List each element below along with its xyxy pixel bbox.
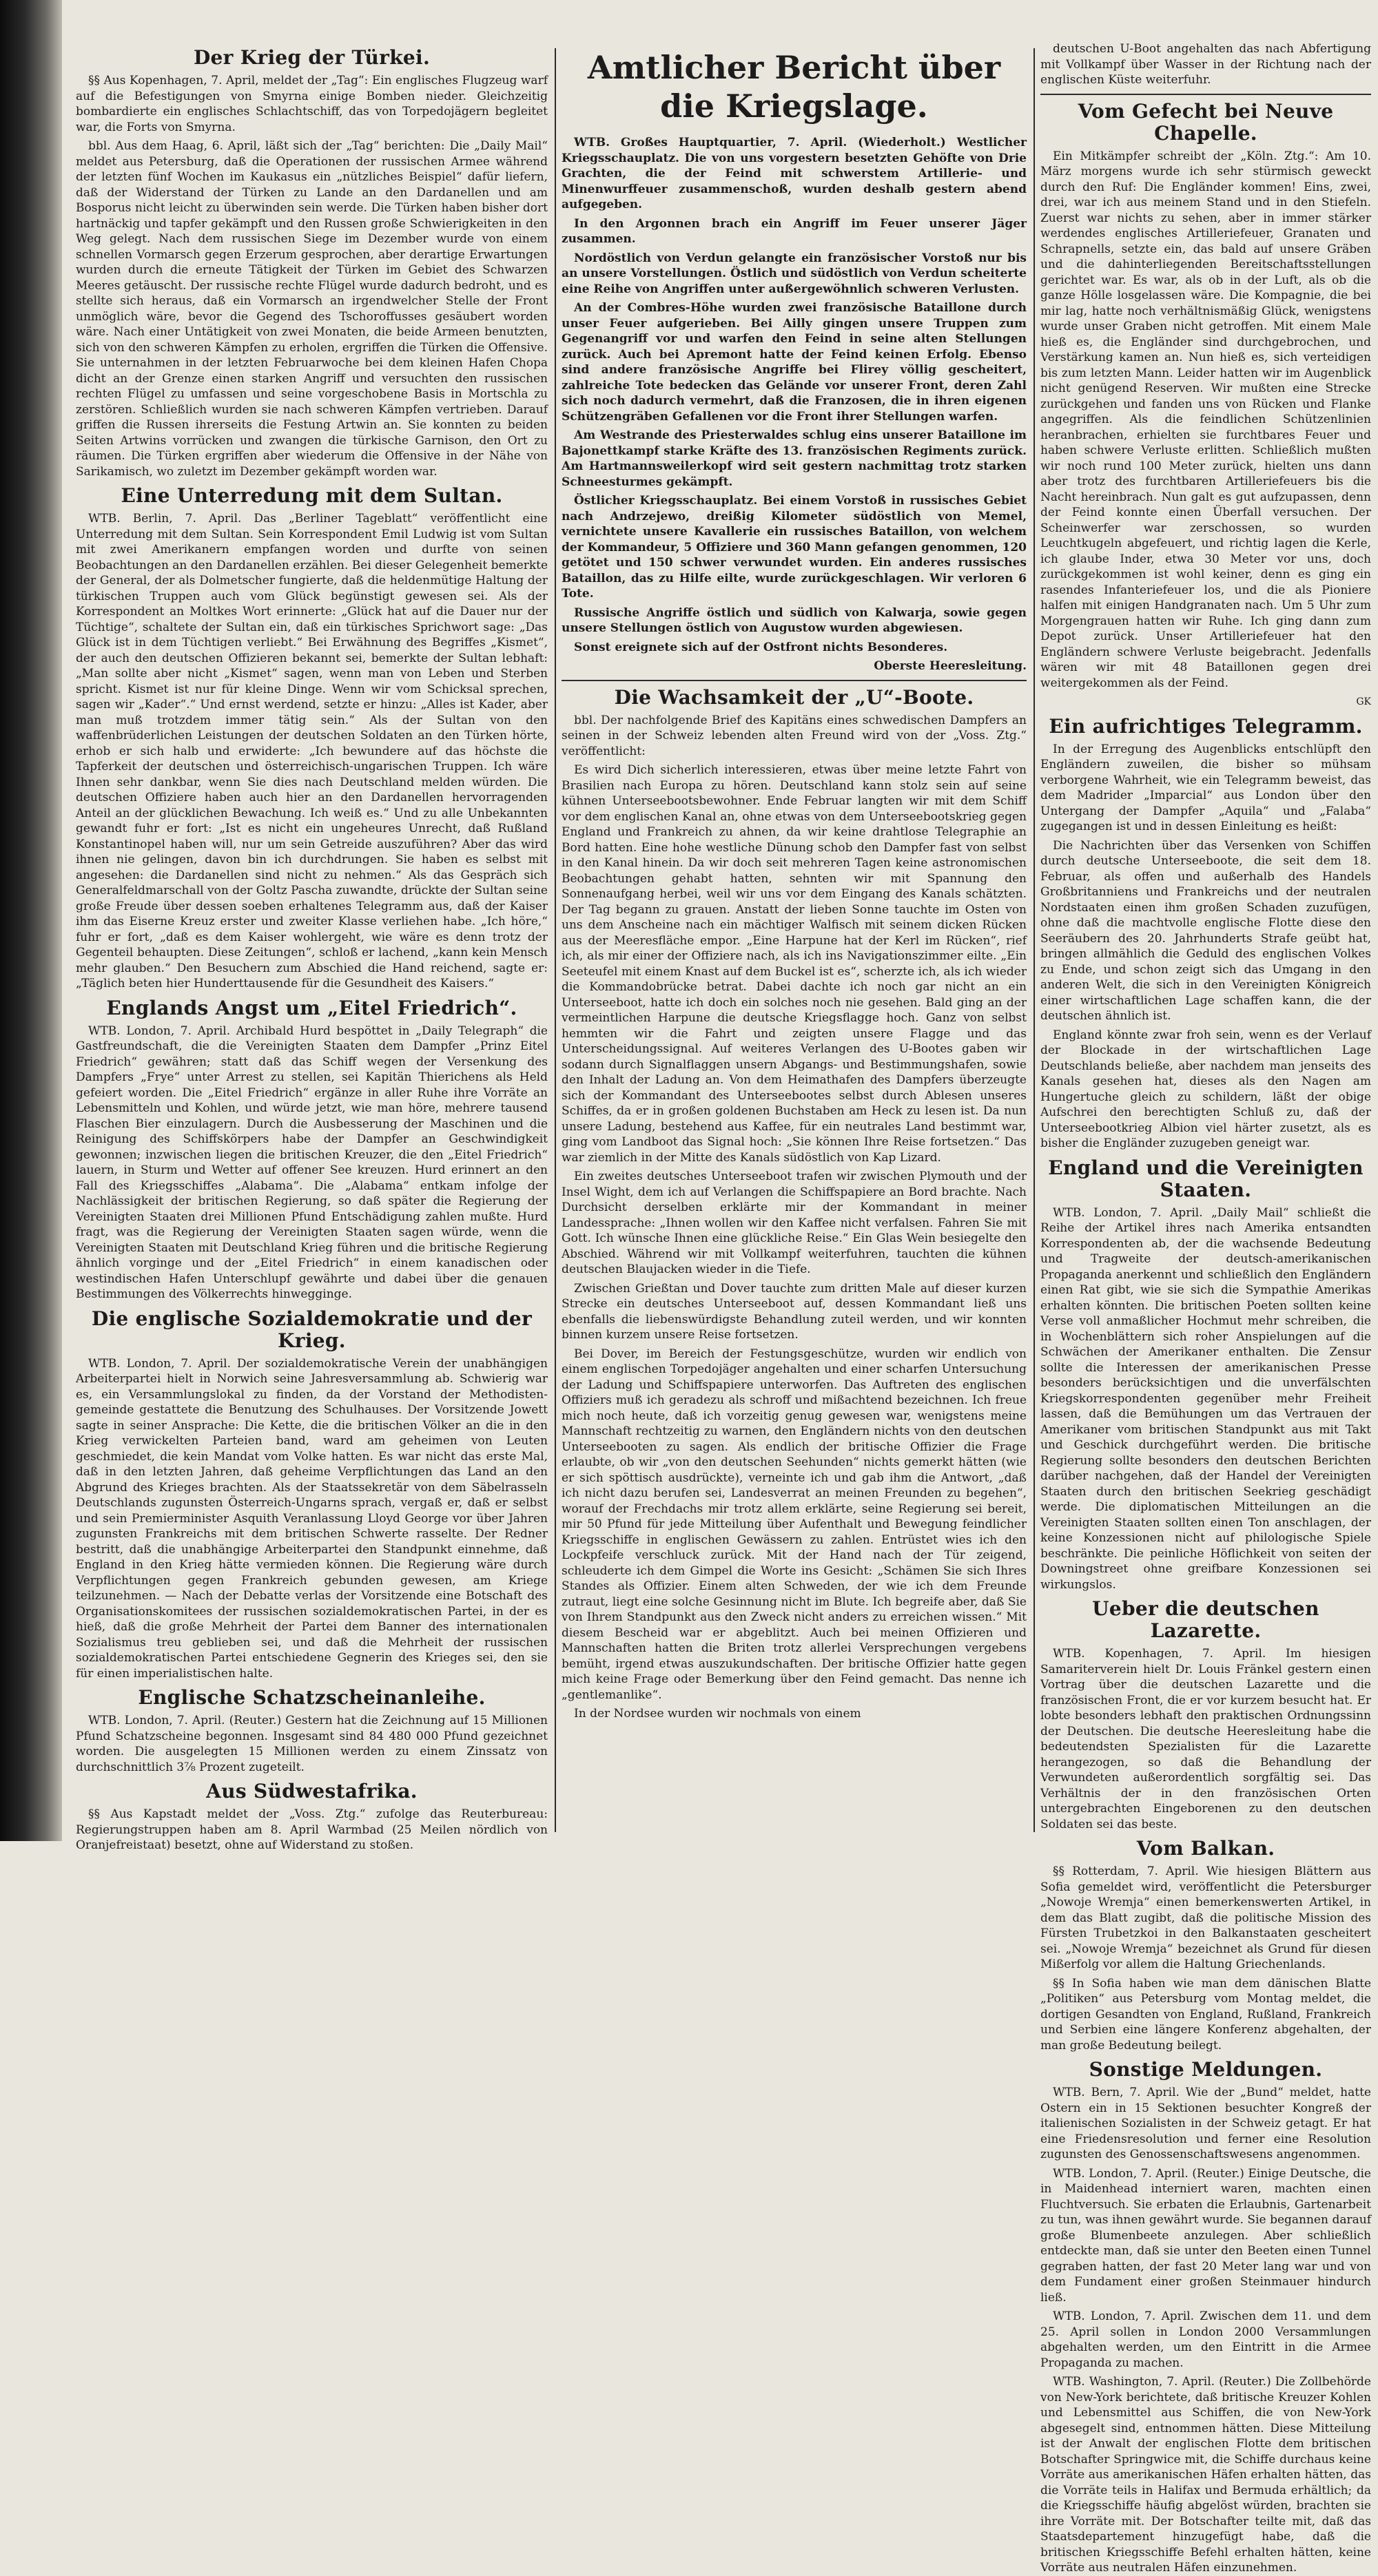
article-paragraph: Die Nachrichten über das Versenken von Schiffen durch deutsche Unterseeboote, die seit dem 18. Februar, als offen und außerhalb des Handels Großbritanniens und Frankreichs und der neutralen Nordstaaten einen ihm großen Schaden zuzufügen, ohne daß die machtvolle englische Flotte diese den Seeräubern des 20. Jahrhunderts Strafe geübt hat, bringen allmählich die Geduld des englischen Volkes zu Ende, und schon zeigt sich das Umgang in den anderen Welt, die sich in den Vereinigten Königreich einer wirtschaftlichen Lage schaffen kann, die der deutschen ähnlich ist. [1040,838,1371,1023]
article-paragraph: WTB. London, 7. April. Der sozialdemokratische Verein der unabhängigen Arbeiterpartei hielt in Norwich seine Jahresversammlung ab. Schwierig war es, ein Versammlungslokal zu finden, da der Vorstand der Methodisten-gemeinde gestattete die Benutzung des Schulhauses. Der Vorsitzende Jowett sagte in seiner Ansprache: Die Kette, die die britischen Völker an die in den Krieg verwickelten Parteien band, ward am geheimen von Leuten geschmiedet, die kein Mandat vom Volke hatten. Es war nicht das erste Mal, daß in den letzten Jahren, daß geheime Verpflichtungen das Land an den Abgrund des Krieges brachten. Als der Staatssekretär von dem Säbelrasseln Deutschlands zugunsten Österreich-Ungarns sprach, vergaß er, daß er selbst und sein Premierminister Asquith Veranlassung Lloyd George vor über Jahren zugunsten Frankreichs mit dem britischen Schwerte rasselte. Der Redner bestritt, daß die unabhängige Arbeiterpartei den Standpunkt einnehme, daß England in den Krieg hätte vermieden können. Die Regierung wäre durch Verpflichtungen gegen Frankreich gebunden gewesen, am Kriege teilzunehmen. — Nach der Debatte verlas der Vorsitzende eine Botschaft des Organisationskomitees der russischen sozialdemokratischen Partei, in der es hieß, daß die große Mehrheit der Partei dem Banner des internationalen Sozialismus treu geblieben sei, und daß die Mehrheit der russischen sozialdemokratischen Partei entschiedene Gegnerin des Krieges sei, den sie für einen imperialistischen halte. [76,1356,548,1681]
article-paragraph: WTB. London, 7. April. Archibald Hurd bespöttet in „Daily Telegraph“ die Gastfreundschaft, die die Vereinigten Staaten dem Dampfer „Prinz Eitel Friedrich“ gewähren; statt daß das Schiff wegen der Versenkung des Dampfers „Frye“ unter Arrest zu stellen, sei Kapitän Thierichens als Held gefeiert worden. Die „Eitel Friedrich“ ergänze in aller Ruhe ihre Vorräte an Lebensmitteln und Kohlen, und würde jetzt, wie man höre, mehrere tausend Flaschen Bier einzulagern. Durch die Ausbesserung der Maschinen und die Reinigung des Schiffskörpers habe der Dampfer an Geschwindigkeit gewonnen; inzwischen liegen die britischen Kreuzer, die den „Eitel Friedrich“ lauern, in Sturm und Wetter auf offener See kreuzen. Hurd erinnert an den Fall des Kriegsschiffes „Alabama“. Die „Alabama“ entkam infolge der Nachlässigkeit der britischen Regierung, so daß später die Regierung der Vereinigten Staaten drei Millionen Pfund Entschädigung zahlen mußte. Hurd fragt, was die Regierung der Vereinigten Staaten sagen würde, wenn die Vereinigten Staaten mit Deutschland Krieg führen und die britische Regierung ähnlich vorginge und der „Eitel Friedrich“ in einem kanadischen oder westindischen Hafen Unterschlupf gewährte und dabei über die genauen Bestimmungen des Völkerrechts hinwegginge. [76,1024,548,1301]
article-paragraph: WTB. Berlin, 7. April. Das „Berliner Tageblatt“ veröffentlicht eine Unterredung mit dem Sultan. Sein Korrespondent Emil Ludwig ist vom Sultan mit zwei Amerikanern empfangen worden und durfte von seinen Beobachtungen an den Dardanellen erzählen. Bei dieser Gelegenheit bemerkte der General, der als Dolmetscher fungierte, daß die heldenmütige Haltung der türkischen Truppen auch vom Glück begünstigt gewesen sei. Als der Korrespondent an Moltkes Wort erinnerte: „Glück hat auf die Dauer nur der Tüchtige“, schaltete der Sultan ein, daß ein türkisches Sprichwort sage: „Das Glück ist in dem Tüchtigen verliebt.“ Bei Erwähnung des Begriffes „Kismet“, der auch den deutschen Offizieren bekannt sei, bemerkte der Sultan lebhaft: „Man sollte aber nicht „Kismet“ sagen, wenn man von Leben und Sterben spricht. Kismet ist nur für kleine Dinge. Wenn wir vom Schicksal sprechen, sagen wir „Kader“.“ Und ernst werdend, setzte er hinzu: „Alles ist Kader, aber man muß trotzdem immer tätig sein.“ Als der Sultan von den waffenbrüderlichen Leistungen der deutschen Soldaten an den Türken hörte, erhob er sich halb und erwiderte: „Ich bewundere auf das höchste die Tapferkeit der deutschen und österreichisch-ungarischen Truppen. Ich wäre Ihnen sehr dankbar, wenn Sie dies nach Deutschland melden würden. Die deutschen Offiziere haben auch hier an den Dardanellen hervorragenden Anteil an der glücklichen Bewachung. Ich weiß es.“ Und zu alle Unbekannten gewandt fuhr er fort: „Ist es nicht ein ungeheures Unrecht, daß Rußland Konstantinopel haben will, nur um sein Getreide auszuführen? Aber das wird ihnen nie gelingen, davon bin ich durchdrungen. Sie haben es selbst mit angesehen: die Dardanellen sind nicht zu nehmen.“ Als das Gespräch sich Generalfeldmarschall von der Goltz Pascha zuwandte, drückte der Sultan seine große Freude über dessen soeben erhaltenes Telegramm aus, daß der Kaiser ihm das Eiserne Kreuz erster und zweiter Klasse verliehen habe. „Ich höre,“ fuhr er fort, „daß es dem Kaiser wohlergeht, wie wäre es denn trotz der Gegenteil behaupten. Diese Zeitungen“, schloß er lachend, „kann kein Mensch mehr glauben.“ Den Besuchern zum Abschied die Hand reichend, sagte er: „Täglich beten hier Hunderttausende für die Gesundheit des Kaisers.“ [76,512,548,990]
report-signature: Oberste Heeresleitung. [874,659,1027,673]
headline-vom-balkan: Vom Balkan. [1136,1837,1275,1860]
article-paragraph: §§ In Sofia haben wie man dem dänischen Blatte „Politiken“ aus Petersburg vom Montag meldet, die dortigen Gesandten von England, Rußland, Frankreich und Serbien eine längere Konferenz abgehalten, der man große Bedeutung beilegt. [1040,1976,1371,2053]
report-paragraph: WTB. Großes Hauptquartier, 7. April. (Wiederholt.) Westlicher Kriegsschauplatz. Die von uns vorgestern besetzten Gehöfte von Drie Grachten, die der Feind mit schwerstem Artillerie- und Minenwurffeuer zusammenschoß, wurden deshalb gestern abend aufgegeben. [562,136,1027,211]
headline-england-vereinigte-staaten: England und die Vereinigten Staaten. [1048,1156,1364,1201]
article-paragraph: WTB. London, 7. April. (Reuter.) Gestern hat die Zeichnung auf 15 Millionen Pfund Schatzscheine begonnen. Insgesamt sind 84 480 000 Pfund gezeichnet worden. Die ausgelegten 15 Millionen werden zu einem Zinssatz von durchschnittlich 3⅞ Prozent zugeteilt. [76,1714,548,1774]
article-paragraph: In der Erregung des Augenblicks entschlüpft den Engländern zuweilen, die bisher so mühsam verborgene Wahrheit, wie ein Telegramm beweist, das dem Madrider „Imparcial“ aus London über den Untergang der Dampfer „Aquila“ und „Falaba“ zugegangen ist und in dessen Einleitung es heißt: [1040,742,1371,833]
article-paragraph: WTB. London, 7. April. Zwischen dem 11. und dem 25. April sollen in London 2000 Versammlungen abgehalten werden, um den Eintritt in die Armee Propaganda zu machen. [1040,2309,1371,2370]
headline-schatzscheinanleihe: Englische Schatzscheinanleihe. [138,1686,486,1709]
section-divider [562,680,1027,681]
report-paragraph: Östlicher Kriegsschauplatz. Bei einem Vorstoß in russisches Gebiet nach Andrzejewo, dreißig Kilometer südöstlich von Memel, vernichtete unsere Kavallerie ein russisches Bataillon, von welchem der Kommandeur, 5 Offiziere und 360 Mann gefangen genommen, 120 getötet und 150 schwer verwundet wurden. Ein anderes russisches Bataillon, das zu Hilfe eilte, wurde zurückgeschlagen. Wir verloren 6 Tote. [562,494,1027,601]
column-middle [562,41,1027,1832]
report-paragraph: Sonst ereignete sich auf der Ostfront nichts Besonderes. [574,640,948,654]
article-paragraph: Zwischen Grießtan und Dover tauchte zum dritten Male auf dieser kurzen Strecke ein deutsches Unterseeboot auf, dessen Kommandant ließ uns ebenfalls die liebenswürdigste Behandlung zuteil werden, und wir konnten binnen kurzem unsere Reise fortsetzen. [562,1281,1027,1342]
article-paragraph: Ein zweites deutsches Unterseeboot trafen wir zwischen Plymouth und der Insel Wight, dem ich auf Verlangen die Schiffspapiere an Bord brachte. Nach Durchsicht derselben erklärte mir der Kommandant in meiner Landessprache: „Ihnen wollen wir den Kaffee nicht verfalsen. Fahren Sie mit Gott. Ich wünsche Ihnen eine glückliche Reise.“ Ein Glas Wein besiegelte den Abschied. Während wir mit Vollkampf weiterfuhren, tauchten die kühnen deutschen Blaujacken wieder in die Tiefe. [562,1170,1027,1276]
report-paragraph: An der Combres-Höhe wurden zwei französische Bataillone durch unser Feuer aufgerieben. Bei Ailly gingen unsere Truppen zum Gegenangriff vor und warfen den Feind in seine alten Stellungen zurück. Auch bei Apremont hatte der Feind keinen Erfolg. Ebenso sind andere französische Angriffe bei Flirey völlig gescheitert, zahlreiche Tote bedecken das Gelände vor unserer Front, deren Zahl sich noch dadurch vermehrt, daß die Franzosen, die in ihren eigenen Schützengräben Gefallenen vor die Front ihrer Stellungen warfen. [562,301,1027,424]
headline-sonstige-meldungen: Sonstige Meldungen. [1089,2058,1323,2081]
headline-amtlicher-bericht: Amtlicher Bericht über die Kriegslage. [587,49,1001,125]
article-paragraph: §§ Rotterdam, 7. April. Wie hiesigen Blättern aus Sofia gemeldet wird, veröffentlicht die Petersburger „Nowoje Wremja“ einen bemerkenswerten Artikel, in dem das Blatt zugibt, daß die politische Mission des Fürsten Trubetzkoi in den Balkanstaaten gescheitert sei. „Nowoje Wremja“ bezeichnet als Grund für diesen Mißerfolg vor allem die Haltung Griechenlands. [1040,1865,1371,1971]
headline-unterredung-sultan: Eine Unterredung mit dem Sultan. [121,484,503,507]
book-binding-edge [0,0,62,1841]
article-paragraph: §§ Aus Kopenhagen, 7. April, meldet der „Tag“: Ein englisches Flugzeug warf auf die Befestigungen von Smyrna einige Bomben nieder. Gleichzeitig bombardierte ein englisches Schlachtschiff, das von Torpedojägern begleitet war, die Forts von Smyrna. [76,74,548,134]
article-paragraph: Es wird Dich sicherlich interessieren, etwas über meine letzte Fahrt von Brasilien nach Europa zu hören. Deutschland kann stolz sein auf seine kühnen Unterseebootsbewohner. Ende Februar langten wir mit dem Schiff vor dem englischen Kanal an, ohne etwas von dem Unterseebootskrieg gegen England und Frankreich zu ahnen, da wir keine drahtlose Telegraphie an Bord hatten. Eine hohe westliche Dünung schob den Dampfer fast von selbst in den Kanal hinein. Da wir doch seit mehreren Tagen keine astronomischen Beobachtungen gehabt hatten, sehnten wir mit Spannung den Sonnenaufgang herbei, weil wir uns vor dem Eingang des Kanals schätzten. Der Tag begann zu grauen. Anstatt der lieben Sonne tauchte im Osten von uns dem Anscheine nach ein mächtiger Walfisch mit seinem dicken Rücken aus der Meeresfläche empor. „Eine Harpune hat der Kerl im Rücken“, rief ich, als mir einer der Offiziere nach, als ich ins Navigationszimmer eilte. „Ein Seeteufel mit einem Knast auf dem Buckel ist es“, scherzte ich, als ich wieder die Kommandobrücke betrat. Dabei dachte ich noch gar nicht an ein Unterseeboot, hatte ich doch ein solches noch nie gesehen. Bald ging an der vermeintlichen Harpune die deutsche Kriegsflagge hoch. Ganz von selbst hemmten wir die Fahrt und zeigten unsere Flagge und das Unterscheidungssignal. Auf weiteres Verlangen des U-Bootes gaben wir sodann durch Signalflaggen unsern Abgangs- und Bestimmungshafen, sowie den Inhalt der Ladung an. Von dem Heimathafen des Dampfers überzeugte sich der Kommandant des Unterseebootes selbst durch Ablesen unseres Schiffes, da er in großen goldenen Buchstaben am Heck zu lesen ist. Da nun unsere Ladung, bestehend aus Kaffee, für ein neutrales Land bestimmt war, ging vom Landboot das Signal hoch: „Sie können Ihre Reise fortsetzen.“ Das war ziemlich in der Mitte des Kanals südöstlich von Kap Lizard. [562,763,1027,1165]
column-rule [1034,48,1035,1832]
report-paragraph: Nordöstlich von Verdun gelangte ein französischer Vorstoß nur bis an unsere Vorstellungen. Östlich und südöstlich von Verdun scheiterte eine Reihe von Angriffen unter außergewöhnlich schweren Verlusten. [562,251,1027,296]
article-paragraph: bbl. Aus dem Haag, 6. April, läßt sich der „Tag“ berichten: Die „Daily Mail“ meldet aus Petersburg, daß die Operationen der russischen Armee während der letzten fünf Wochen im Kaukasus ein „nützliches Beispiel“ dafür liefern, daß der Widerstand der Türken zu Lande an den Dardanellen und am Bosporus nicht leicht zu überwinden sein werde. Die Türken haben bisher dort hartnäckig und tapfer gekämpft und den Russen große Schwierigkeiten in den Weg gelegt. Nach dem russischen Siege im Dezember wurde von einem schnellen Vormarsch gegen Erzerum gesprochen, aber derartige Erwartungen wurden durch die erneute Tätigkeit der Türken im Gebiet des Schwarzen Meeres getäuscht. Der russische rechte Flügel wurde dadurch bedroht, und es stellte sich heraus, daß ein Vormarsch an irgendwelcher Stelle der Front unmöglich wäre, bevor die Gegend des Tschoroffusses gesäubert worden wäre. Nach einer Untätigkeit von zwei Monaten, die beide Armeen benutzten, sich von den schweren Kämpfen zu erholen, ergriffen die Türken die Offensive. Sie unternahmen in der letzten Februarwoche bei dem kleinen Hafen Chopa dicht an der Grenze einen starken Angriff und versuchten den russischen rechten Flügel zu umfassen und seine vorgeschobene Basis in Mortschla zu zerstören. Schließlich wurden sie nach schweren Kämpfen vertrieben. Darauf griffen die Russen ihrerseits die Festung Artwin an. Sie konnten zu beiden Seiten Artwins vorrücken und zwangen die türkische Garnison, den Ort zu räumen. Die Türken ergriffen aber wiederum die Offensive in der Nähe von Sarikamisch, wo zuletzt im Dezember gekämpft worden war. [76,139,548,479]
column-rule [555,48,556,1832]
headline-sozialdemokratie: Die englische Sozialdemokratie und der Krieg. [91,1307,533,1352]
article-paragraph: bbl. Der nachfolgende Brief des Kapitäns eines schwedischen Dampfers an seinen in der Schweiz lebenden alten Freund wird von der „Voss. Ztg.“ veröffentlicht: [562,713,1027,758]
report-paragraph: Russische Angriffe östlich und südlich von Kalwarja, sowie gegen unsere Stellungen östlich von Augustow wurden abgewiesen. [562,605,1027,635]
article-paragraph: WTB. Bern, 7. April. Wie der „Bund“ meldet, hatte Ostern ein in 15 Sektionen besuchter Kongreß der italienischen Sozialisten in der Schweiz getagt. Er hat eine Friedensresolution und ferner eine Resolution zugunsten des Genossenschaftswesens angenommen. [1040,2086,1371,2161]
headline-neuve-chapelle: Vom Gefecht bei Neuve Chapelle. [1078,99,1334,145]
headline-krieg-tuerkei: Der Krieg der Türkei. [193,46,431,69]
article-paragraph: §§ Aus Kapstadt meldet der „Voss. Ztg.“ zufolge das Reuterbureau: Regierungstruppen haben am 8. April Warmbad (25 Meilen nördlich von Oranjefreistaat) besetzt, ohne auf Widerstand zu stoßen. [76,1807,548,1852]
report-paragraph: Am Westrande des Priesterwaldes schlug eins unserer Bataillone im Bajonettkampf starke Kräfte des 13. französischen Regiments zurück. Am Hartmannsweilerkopf wird seit gestern nachmittag trotz starken Schneesturmes gekämpft. [562,428,1027,489]
column-left [76,41,548,1852]
section-divider [1040,94,1371,95]
article-paragraph: England könnte zwar froh sein, wenn es der Verlauf der Blockade in der wirtschaftlichen Lage Deutschlands beließe, aber nachdem man jenseits des Kanals gesehen hat, dieses als den Nagen am Hungertuche gleich zu schildern, läßt der obige Aufschrei den berechtigten Schluß zu, daß der Unterseebootkrieg Albion viel härter zusetzt, als es bisher die Engländer zuzugeben geneigt war. [1040,1028,1371,1150]
article-paragraph: Ein Mitkämpfer schreibt der „Köln. Ztg.“: Am 10. März morgens wurde ich sehr stürmisch geweckt durch den Ruf: Die Engländer kommen! Eins, zwei, drei, war ich aus meinem Stand und in den Stiefeln. Zuerst war nichts zu sehen, aber in immer stärker werdendes englisches Artilleriefeuer, Granaten und Schrapnells, setzte ein, das bald auf unsere Gräben und die dahinterliegenden Bereitschaftsstellungen gerichtet war. Es war, als ob in der Luft, als ob die ganze Hölle losgelassen wäre. Die Kompagnie, die bei mir lag, hatte noch verhältnismäßig Glück, wenigstens wurde unser Graben nicht getroffen. Mit einem Male hieß es, die Engländer sind durchgebrochen, und Verstärkung kamen an. Nun hieß es, sich verteidigen bis zum letzten Mann. Leider hatten wir im Augenblick nicht genügend Reserven. Wir mußten eine Strecke zurückgehen und fanden uns von Rücken und Flanke angegriffen. Als die feindlichen Schützenlinien heranbrachen, erhielten sie furchtbares Feuer und haben schwere Verluste erlitten. Schließlich mußten wir noch rund 100 Meter zurück, hielten uns dann aber trotz des furchtbaren Artilleriefeuers bis die Nacht hereinbrach. Nun galt es gut aufzupassen, denn der Feind konnte einen Überfall versuchen. Der Scheinwerfer war zerschossen, so wurden Leuchtkugeln abgefeuert, und richtig lagen die Kerle, ich glaube Inder, etwa 30 Meter vor uns, doch zurückgekommen ist wohl keiner, denn es ging ein rasendes Infanteriefeuer los, und die als Pioniere halfen mit einigen Handgranaten nach. Um 5 Uhr zum Morgengrauen hatten wir Ruhe. Ich ging dann zum Depot zurück. Unser Artilleriefeuer hat den Engländern schwere Verluste beigebracht. Jedenfalls wären wir mit 48 Bataillonen gegen drei weitergekommen als der Feind. [1040,149,1371,690]
report-paragraph: In den Argonnen brach ein Angriff im Feuer unserer Jäger zusammen. [562,216,1027,246]
article-paragraph: Bei Dover, im Bereich der Festungsgeschütze, wurden wir endlich von einem englischen Torpedojäger angehalten und einer scharfen Untersuchung der Ladung und Schiffspapiere unterworfen. Das Auftreten des englischen Offiziers muß ich geradezu als schroff und mißachtend bezeichnen. Ich freue mich noch heute, daß ich vorzeitig genug gewesen war, wenigstens meine Mannschaft rechtzeitig zu warnen, den Engländern nichts von den deutschen Unterseebooten zu sagen. Als endlich der britische Offizier die Frage erlaubte, ob wir „von den deutschen Seehunden“ nichts gemerkt hätten (wie er sich spöttisch ausdrückte), verneinte ich und gab ihm die Antwort, „daß ich nicht dazu berufen sei, Landesverrat an meinen Freunden zu begehen“, worauf der Frechdachs mir trotz allem erklärte, seine Regierung sei bereit, mir 50 Pfund für jede Mitteilung über Aufenthalt und Bewegung feindlicher Kriegsschiffe in englischen Gewässern zu zahlen. Entrüstet wies ich den Lockpfeife verschluck zurück. Mit der Hand nach der Tür zeigend, schleuderte ich dem Gimpel die Worte ins Gesicht: „Schämen Sie sich Ihres Standes als Offizier. Einem alten Schweden, der wie ich dem Freunde zutraut, liegt eine solche Gesinnung nicht im Blute. Ich begreife aber, daß Sie von Ihrem Standpunkt aus den Zweck nicht anders zu erreichen wissen.“ Mit diesem Bescheid war er abgeblitzt. Auch bei meinen Offizieren und Mannschaften hatten die Briten trotz allerlei Versprechungen vergebens bemüht, irgend etwas auszukundschaften. Der britische Offizier hatte gegen mich keine Frage oder Bemerkung über den Feind gemacht. Das nenne ich „gentlemanlike“. [562,1347,1027,1702]
article-paragraph: WTB. London, 7. April. „Daily Mail“ schließt die Reihe der Artikel ihres nach Amerika entsandten Korrespondenten ab, der die wachsende Bedeutung und Tragweite der deutsch-amerikanischen Propaganda anerkennt und schließlich den Engländern einen Rat gibt, wie sie sich die Sympathie Amerikas erhalten könnten. Die britischen Poeten sollten keine Verse voll anmaßlicher Hochmut mehr schreiben, die in Wochenblättern sich roher Anspielungen auf die Schwächen der Amerikaner enthalten. Die Zensur sollte die Interessen der amerikanischen Presse besonders berücksichtigen und die unverfälschten Kriegskorrespondenten gegenüber mehr Freiheit lassen, daß die Bemühungen um das Vertrauen der Amerikaner vom britischen Standpunkt aus mit Takt und Geschick durchgeführt werden. Die britische Regierung sollte besonders den deutschen Berichten darüber nachgehen, daß der Handel der Vereinigten Staaten durch den britischen Seekrieg geschädigt werde. Die diplomatischen Mitteilungen an die Vereinigten Staaten sollten einen Ton anschlagen, der keine Konzessionen nicht auf philologische Spiele beschränkte. Die peinliche Höflichkeit von seiten der Downingstreet ohne greifbare Konzessionen sei wirkungslos. [1040,1205,1371,1592]
article-paragraph: WTB. Washington, 7. April. (Reuter.) Die Zollbehörde von New-York berichtete, daß britische Kreuzer Kohlen und Lebensmittel aus Schiffen, die von New-York abgesegelt sind, entnommen hätten. Diese Mitteilung ist der Anwalt der englischen Flotte dem britischen Botschafter Springwice mit, die Schiffe durchaus keine Vorräte aus amerikanischen Häfen erhalten hätten, das die Vorräte teils in Halifax und Bermuda erhältlich; da die Kriegsschiffe häufig abgelöst würden, brachten sie ihre Vorräte mit. Der Botschafter teilte mit, daß das Staatsdepartement hinzugefügt habe, daß die britischen Kriegsschiffe Befehl erhalten hätten, keine Vorräte aus neutralen Häfen einzunehmen. [1040,2375,1371,2575]
article-continuation: deutschen U-Boot angehalten das nach Abfertigung mit Vollkampf über Wasser in der Richtung nach der englischen Küste weiterfuhr. [1040,42,1371,87]
newspaper-page [76,41,1371,2575]
headline-suedwestafrika: Aus Südwestafrika. [206,1780,418,1803]
headline-aufrichtiges-telegramm: Ein aufrichtiges Telegramm. [1049,714,1363,738]
correspondent-mark: GK [1356,696,1371,707]
headline-deutsche-lazarette: Ueber die deutschen Lazarette. [1092,1597,1319,1642]
headline-eitel-friedrich: Englands Angst um „Eitel Friedrich“. [106,996,517,1019]
article-paragraph: WTB. Kopenhagen, 7. April. Im hiesigen Samariterverein hielt Dr. Louis Fränkel gestern einen Vortrag über die deutschen Lazarette und die französischen Front, die er vor kurzem besucht hat. Er lobte besonders lebhaft den praktischen Ordnungssinn der Deutschen. Die deutsche Heeresleitung habe die bedeutendsten Spezialisten für die Lazarette herangezogen, so daß die Behandlung der Verwundeten außerordentlich sorgfältig sei. Das Verhältnis der in den französischen Orten untergebrachten Eingeborenen zu den deutschen Soldaten sei das beste. [1040,1647,1371,1831]
headline-wachsamkeit-u-boote: Die Wachsamkeit der „U“-Boote. [614,685,974,709]
column-right [1040,41,1371,2575]
article-paragraph: WTB. London, 7. April. (Reuter.) Einige Deutsche, die in Maidenhead interniert waren, machten einen Fluchtversuch. Sie erbaten die Erlaubnis, Gartenarbeit zu tun, was ihnen gewährt wurde. Sie begannen darauf große Blumenbeete anzulegen. Aber schließlich entdeckte man, daß sie unter den Beeten einen Tunnel gegraben hatten, der fast 20 Meter lang war und von dem Fundament einer großen Steinmauer hindurch ließ. [1040,2166,1371,2305]
article-paragraph: In der Nordsee wurden wir nochmals von einem [574,1707,861,1721]
